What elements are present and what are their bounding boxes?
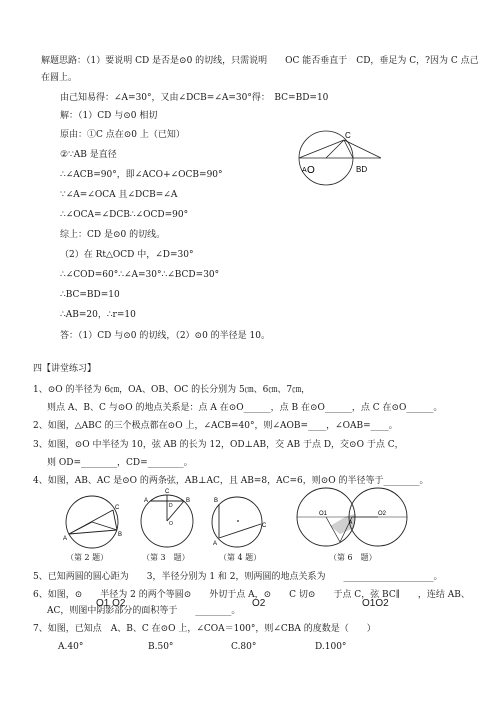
f2-label-c: C (115, 505, 120, 511)
analysis-line-2: 在圆上。 (41, 73, 78, 83)
analysis-line-8: ∵∠A=∠OCA 且∠DCB=∠A (60, 190, 178, 200)
choice-a: A.40° (58, 642, 84, 652)
question-2: 2、如图，△ABC 的三个极点都在⊙O 上，∠ACB=40°，则∠AOB=____，∠OAB=____。 (33, 421, 398, 431)
caption-q2: （第 2 题） (66, 553, 109, 562)
f2-label-b: B (118, 532, 123, 538)
question-4: 4、如图，AB、AC 是⊙O 的两条弦，AB⊥AC，且 AB=8，AC=6，则⊙O 的半径等于________。 (33, 476, 429, 486)
f3-label-c: C (165, 489, 170, 495)
o-subscript-left: O1 O2 (96, 598, 126, 609)
choice-b: B.50° (148, 642, 174, 652)
analysis-line-9: ∴∠OCA=∠DCB∴∠OCD=90° (60, 210, 189, 220)
f6-label-a: A (349, 520, 353, 526)
f3-label-a: A (144, 498, 149, 504)
choice-d: D.100° (315, 642, 347, 652)
f3-label-o: O (169, 521, 173, 527)
analysis-line-11: （2）在 Rt△OCD 中，∠D=30° (60, 250, 194, 260)
caption-q4: （第 4 题） (219, 553, 262, 562)
label-c: C (345, 131, 351, 140)
practice-heading: 四【讲堂练习】 (33, 364, 97, 374)
analysis-line-5: 原由：①C 点在⊙0 上（已知） (60, 130, 185, 140)
question-6b: AC，则图中阴影部分的面积等于 ________。 (47, 606, 241, 616)
analysis-line-1: 解题思路：（1）要说明 CD 是否是⊙0 的切线，只需说明 OC 能否垂直于 CD，垂足为 C，?因为 C 点己 (41, 56, 479, 66)
figure-q4 (205, 490, 269, 550)
o-subscript-right: O1O2 (362, 598, 389, 609)
f2-label-a: A (63, 536, 68, 542)
f4-label-c: C (262, 523, 267, 529)
f4-label-a: A (213, 541, 218, 547)
analysis-line-14: ∴AB=20，∴r=10 (60, 310, 136, 320)
question-7: 7、如图，已知点 A、B、C 在⊙O 上，∠COA＝100°，则∠CBA 的度数是（ ） (33, 624, 376, 634)
f3-label-d: D (169, 503, 173, 509)
analysis-line-13: ∴BC=BD=10 (60, 290, 120, 300)
f4-label-b: B (214, 498, 219, 504)
question-3a: 3、如图，⊙O 中半径为 10，弦 AB 的长为 12，OD⊥AB，交 AB 于点 D，交⊙O 于点 C， (33, 440, 404, 450)
label-o: O (307, 165, 315, 176)
figure-q2 (55, 492, 129, 550)
label-bd: BD (356, 165, 368, 174)
f6-label-o2: O2 (378, 511, 387, 517)
question-6a: 6、如图，⊙ 半径为 2 的两个等圆⊙ 外切于点 A，⊙ C 切⊙ 于点 C，弦 BC∥ ，连结 AB、 (33, 590, 470, 600)
f6-label-o1: O1 (319, 511, 328, 517)
figure-q3 (138, 485, 196, 551)
analysis-line-6: ②∵AB 是直径 (60, 150, 117, 160)
question-1a: 1、⊙O 的半径为 6㎝，OA、OB、OC 的长分别为 5㎝、6㎝、7㎝， (33, 385, 311, 395)
o-subscript-mid: O2 (252, 598, 266, 609)
analysis-line-15: 答：（1）CD 与⊙0 的切线，（2）⊙0 的半径是 10。 (60, 331, 270, 341)
question-5: 5、已知两圆的圆心距为 3，半径分别为 1 和 2，则两圆的地点关系为 ____________________。 (33, 572, 443, 582)
analysis-line-7: ∴∠ACB=90°，即∠ACO+∠OCB=90° (60, 170, 223, 180)
choice-c: C.80° (231, 642, 257, 652)
analysis-line-12: ∴∠COD=60°∴∠A=30°∴∠BCD=30° (60, 270, 220, 280)
f3-label-b: B (186, 498, 191, 504)
question-3b: 则 OD=________，CD=________。 (47, 458, 193, 468)
analysis-line-3: 由己知易得：∠A=30°，又由∠DCB=∠A=30°得： BC=BD=10 (60, 93, 329, 103)
analysis-line-10: 综上：CD 是⊙0 的切线。 (60, 230, 166, 240)
tangent-circle-figure (296, 128, 386, 190)
caption-q3: （第 3 题） (142, 553, 190, 562)
caption-q6: （第 6 题） (329, 553, 377, 562)
question-1b: 则点 A、B、C 与⊙O 的地点关系是：点 A 在⊙O______，点 B 在⊙O______，点 C 在⊙O______。 (47, 403, 443, 413)
figure-q6 (292, 484, 412, 550)
analysis-line-4: 解：（1）CD 与⊙0 相切 (60, 111, 158, 121)
label-a: A (302, 167, 307, 174)
